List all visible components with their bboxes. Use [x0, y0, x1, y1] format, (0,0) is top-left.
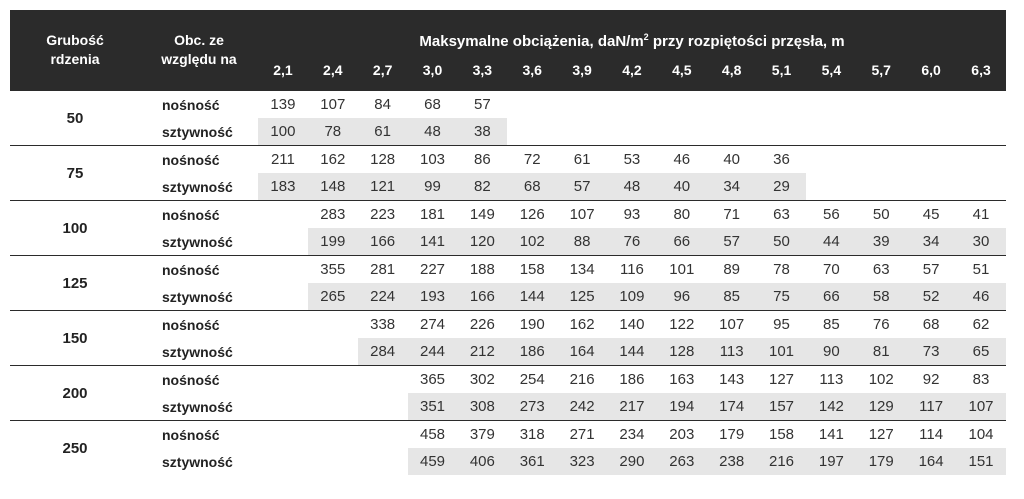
- value-cell: 281: [358, 256, 408, 284]
- value-cell: 114: [906, 421, 956, 449]
- value-cell: 183: [258, 173, 308, 201]
- value-cell: 76: [856, 311, 906, 339]
- span-header-cell: 6,3: [956, 50, 1006, 91]
- value-cell: [607, 118, 657, 146]
- value-cell: 197: [806, 448, 856, 475]
- value-cell: 81: [856, 338, 906, 366]
- value-cell: 227: [408, 256, 458, 284]
- value-cell: 85: [806, 311, 856, 339]
- value-cell: 157: [757, 393, 807, 421]
- value-cell: 38: [457, 118, 507, 146]
- value-cell: 162: [557, 311, 607, 339]
- value-cell: 80: [657, 201, 707, 229]
- value-cell: [358, 421, 408, 449]
- value-cell: 101: [757, 338, 807, 366]
- value-cell: 95: [757, 311, 807, 339]
- core-thickness-cell: 200: [10, 366, 140, 421]
- value-cell: [657, 91, 707, 119]
- core-thickness-cell: 75: [10, 146, 140, 201]
- value-cell: 140: [607, 311, 657, 339]
- span-header-cell: 5,7: [856, 50, 906, 91]
- stiffness-row: [10, 173, 1006, 201]
- value-cell: 355: [308, 256, 358, 284]
- value-cell: 53: [607, 146, 657, 174]
- stiffness-row: [10, 448, 1006, 475]
- value-cell: 134: [557, 256, 607, 284]
- value-cell: [607, 91, 657, 119]
- row-label-stiffness: sztywność: [162, 233, 233, 250]
- value-cell: 72: [507, 146, 557, 174]
- value-cell: [308, 448, 358, 475]
- row-label-stiffness: sztywność: [162, 343, 233, 360]
- value-cell: 101: [657, 256, 707, 284]
- value-cell: 66: [806, 283, 856, 311]
- value-cell: [358, 366, 408, 394]
- value-cell: 318: [507, 421, 557, 449]
- value-cell: 82: [457, 173, 507, 201]
- value-cell: [657, 118, 707, 146]
- value-cell: 458: [408, 421, 458, 449]
- value-cell: 63: [757, 201, 807, 229]
- span-header-cell: 4,8: [707, 50, 757, 91]
- value-cell: [856, 91, 906, 119]
- value-cell: 107: [308, 91, 358, 119]
- value-cell: [856, 146, 906, 174]
- value-cell: 44: [806, 228, 856, 256]
- load-basis-header: [140, 10, 258, 91]
- span-header-cell: 4,5: [657, 50, 707, 91]
- value-cell: 89: [707, 256, 757, 284]
- core-thickness-cell: 250: [10, 421, 140, 476]
- value-cell: 30: [956, 228, 1006, 256]
- value-cell: 93: [607, 201, 657, 229]
- span-header-cell: 2,4: [308, 50, 358, 91]
- title-rest: przy rozpiętości przęsła, m: [648, 33, 845, 50]
- value-cell: 283: [308, 201, 358, 229]
- value-cell: [557, 91, 607, 119]
- core-thickness-cell: 50: [10, 91, 140, 146]
- value-cell: 113: [707, 338, 757, 366]
- value-cell: 78: [757, 256, 807, 284]
- value-cell: 164: [906, 448, 956, 475]
- value-cell: 127: [757, 366, 807, 394]
- value-cell: 126: [507, 201, 557, 229]
- value-cell: 39: [856, 228, 906, 256]
- value-cell: 273: [507, 393, 557, 421]
- span-group-title: [258, 10, 1006, 50]
- value-cell: 144: [607, 338, 657, 366]
- value-cell: 216: [557, 366, 607, 394]
- value-cell: 308: [457, 393, 507, 421]
- value-cell: 120: [457, 228, 507, 256]
- value-cell: 142: [806, 393, 856, 421]
- value-cell: 90: [806, 338, 856, 366]
- span-header-cell: 5,1: [757, 50, 807, 91]
- table-header: [10, 10, 1006, 91]
- value-cell: 40: [657, 173, 707, 201]
- value-cell: [258, 421, 308, 449]
- value-cell: 29: [757, 173, 807, 201]
- value-cell: [856, 118, 906, 146]
- value-cell: 166: [457, 283, 507, 311]
- value-cell: [757, 118, 807, 146]
- value-cell: 181: [408, 201, 458, 229]
- value-cell: 70: [806, 256, 856, 284]
- value-cell: 41: [956, 201, 1006, 229]
- value-cell: [258, 366, 308, 394]
- row-label-stiffness: sztywność: [162, 178, 233, 195]
- value-cell: [258, 448, 308, 475]
- row-label-load: nośność: [140, 366, 258, 394]
- value-cell: [906, 118, 956, 146]
- row-label-stiffness: sztywność: [162, 453, 233, 470]
- value-cell: 216: [757, 448, 807, 475]
- value-cell: 302: [457, 366, 507, 394]
- value-cell: 34: [906, 228, 956, 256]
- value-cell: 86: [457, 146, 507, 174]
- value-cell: 144: [507, 283, 557, 311]
- value-cell: 179: [856, 448, 906, 475]
- span-header-cell: 4,2: [607, 50, 657, 91]
- value-cell: 48: [607, 173, 657, 201]
- value-cell: [856, 173, 906, 201]
- value-cell: [507, 91, 557, 119]
- value-cell: 68: [408, 91, 458, 119]
- value-cell: 284: [358, 338, 408, 366]
- value-cell: 103: [408, 146, 458, 174]
- value-cell: 139: [258, 91, 308, 119]
- value-cell: [806, 91, 856, 119]
- value-cell: 166: [358, 228, 408, 256]
- value-cell: 48: [408, 118, 458, 146]
- value-cell: 217: [607, 393, 657, 421]
- value-cell: 75: [757, 283, 807, 311]
- value-cell: 158: [507, 256, 557, 284]
- core-thickness-cell: 125: [10, 256, 140, 311]
- value-cell: 163: [657, 366, 707, 394]
- value-cell: 57: [457, 91, 507, 119]
- value-cell: 104: [956, 421, 1006, 449]
- value-cell: 50: [757, 228, 807, 256]
- row-label-load: nośność: [140, 311, 258, 339]
- value-cell: 226: [457, 311, 507, 339]
- value-cell: 148: [308, 173, 358, 201]
- value-cell: [258, 393, 308, 421]
- value-cell: [308, 421, 358, 449]
- value-cell: 40: [707, 146, 757, 174]
- value-cell: [308, 311, 358, 339]
- value-cell: 265: [308, 283, 358, 311]
- stiffness-row: [10, 228, 1006, 256]
- obc-header-line1: Obc. ze: [174, 32, 224, 48]
- value-cell: [308, 366, 358, 394]
- span-header-cell: 3,3: [457, 50, 507, 91]
- row-label-load: nośność: [140, 146, 258, 174]
- value-cell: 36: [757, 146, 807, 174]
- value-cell: [956, 91, 1006, 119]
- value-cell: 102: [856, 366, 906, 394]
- value-cell: 45: [906, 201, 956, 229]
- span-header-cell: 6,0: [906, 50, 956, 91]
- value-cell: 125: [557, 283, 607, 311]
- value-cell: 57: [707, 228, 757, 256]
- value-cell: 107: [557, 201, 607, 229]
- value-cell: [707, 91, 757, 119]
- value-cell: 188: [457, 256, 507, 284]
- value-cell: 107: [707, 311, 757, 339]
- value-cell: 238: [707, 448, 757, 475]
- value-cell: 203: [657, 421, 707, 449]
- load-capacity-row: [10, 311, 1006, 339]
- value-cell: 65: [956, 338, 1006, 366]
- value-cell: [358, 393, 408, 421]
- row-label-load: nośność: [140, 201, 258, 229]
- value-cell: 117: [906, 393, 956, 421]
- value-cell: [358, 448, 408, 475]
- value-cell: 193: [408, 283, 458, 311]
- value-cell: [906, 173, 956, 201]
- span-header-cell: 3,6: [507, 50, 557, 91]
- stiffness-row: [10, 118, 1006, 146]
- core-header-line1: Grubość: [46, 32, 104, 48]
- row-label-stiffness: sztywność: [162, 398, 233, 415]
- value-cell: 323: [557, 448, 607, 475]
- value-cell: 56: [806, 201, 856, 229]
- span-header-cell: 3,9: [557, 50, 607, 91]
- value-cell: 57: [906, 256, 956, 284]
- value-cell: [258, 338, 308, 366]
- value-cell: [906, 146, 956, 174]
- value-cell: 199: [308, 228, 358, 256]
- value-cell: 211: [258, 146, 308, 174]
- value-cell: 61: [557, 146, 607, 174]
- value-cell: 212: [457, 338, 507, 366]
- row-label-load: nośność: [140, 421, 258, 449]
- load-capacity-row: [10, 91, 1006, 119]
- value-cell: 141: [806, 421, 856, 449]
- value-cell: 84: [358, 91, 408, 119]
- core-thickness-cell: 100: [10, 201, 140, 256]
- value-cell: [258, 256, 308, 284]
- value-cell: [258, 311, 308, 339]
- value-cell: 63: [856, 256, 906, 284]
- value-cell: [757, 91, 807, 119]
- value-cell: 50: [856, 201, 906, 229]
- value-cell: 129: [856, 393, 906, 421]
- obc-header-line2: względu na: [161, 51, 237, 67]
- value-cell: 46: [956, 283, 1006, 311]
- value-cell: 164: [557, 338, 607, 366]
- value-cell: [308, 338, 358, 366]
- value-cell: 85: [707, 283, 757, 311]
- value-cell: 58: [856, 283, 906, 311]
- value-cell: 122: [657, 311, 707, 339]
- value-cell: 88: [557, 228, 607, 256]
- value-cell: 92: [906, 366, 956, 394]
- value-cell: [258, 228, 308, 256]
- table-body: [10, 91, 1006, 476]
- value-cell: 61: [358, 118, 408, 146]
- value-cell: 66: [657, 228, 707, 256]
- value-cell: 128: [657, 338, 707, 366]
- value-cell: 254: [507, 366, 557, 394]
- value-cell: 100: [258, 118, 308, 146]
- row-label-stiffness: sztywność: [162, 123, 233, 140]
- value-cell: 274: [408, 311, 458, 339]
- value-cell: 149: [457, 201, 507, 229]
- stiffness-row: [10, 283, 1006, 311]
- core-header-line2: rdzenia: [50, 51, 100, 67]
- row-label-load: nośność: [140, 91, 258, 119]
- value-cell: 338: [358, 311, 408, 339]
- value-cell: 143: [707, 366, 757, 394]
- title-superscript: 2: [643, 32, 649, 42]
- load-capacity-row: [10, 201, 1006, 229]
- value-cell: [258, 283, 308, 311]
- span-header-cell: 2,7: [358, 50, 408, 91]
- span-header-cell: 2,1: [258, 50, 308, 91]
- value-cell: 121: [358, 173, 408, 201]
- title-main: Maksymalne obciążenia, daN/m: [419, 33, 644, 50]
- load-capacity-row: [10, 421, 1006, 449]
- value-cell: 271: [557, 421, 607, 449]
- row-label-load: nośność: [140, 256, 258, 284]
- value-cell: 141: [408, 228, 458, 256]
- value-cell: 68: [906, 311, 956, 339]
- value-cell: 83: [956, 366, 1006, 394]
- value-cell: 351: [408, 393, 458, 421]
- value-cell: 158: [757, 421, 807, 449]
- value-cell: 109: [607, 283, 657, 311]
- value-cell: 52: [906, 283, 956, 311]
- value-cell: 34: [707, 173, 757, 201]
- span-header-cell: 5,4: [806, 50, 856, 91]
- stiffness-row: [10, 393, 1006, 421]
- core-thickness-cell: 150: [10, 311, 140, 366]
- value-cell: 76: [607, 228, 657, 256]
- value-cell: [557, 118, 607, 146]
- core-thickness-header: [10, 10, 140, 91]
- value-cell: [906, 91, 956, 119]
- value-cell: 194: [657, 393, 707, 421]
- value-cell: [308, 393, 358, 421]
- value-cell: 51: [956, 256, 1006, 284]
- value-cell: 46: [657, 146, 707, 174]
- value-cell: [806, 173, 856, 201]
- load-capacity-row: [10, 256, 1006, 284]
- value-cell: 290: [607, 448, 657, 475]
- value-cell: 179: [707, 421, 757, 449]
- span-header-cell: 3,0: [408, 50, 458, 91]
- value-cell: 62: [956, 311, 1006, 339]
- value-cell: 162: [308, 146, 358, 174]
- value-cell: 102: [507, 228, 557, 256]
- value-cell: 127: [856, 421, 906, 449]
- load-table-container: [10, 10, 1006, 475]
- value-cell: 361: [507, 448, 557, 475]
- value-cell: [258, 201, 308, 229]
- load-capacity-row: [10, 146, 1006, 174]
- value-cell: [956, 118, 1006, 146]
- value-cell: 186: [607, 366, 657, 394]
- value-cell: [507, 118, 557, 146]
- value-cell: 190: [507, 311, 557, 339]
- stiffness-row: [10, 338, 1006, 366]
- value-cell: 186: [507, 338, 557, 366]
- value-cell: 223: [358, 201, 408, 229]
- value-cell: 71: [707, 201, 757, 229]
- value-cell: 128: [358, 146, 408, 174]
- load-capacity-row: [10, 366, 1006, 394]
- value-cell: 57: [557, 173, 607, 201]
- value-cell: 96: [657, 283, 707, 311]
- value-cell: 234: [607, 421, 657, 449]
- value-cell: 73: [906, 338, 956, 366]
- value-cell: 116: [607, 256, 657, 284]
- value-cell: [956, 173, 1006, 201]
- value-cell: 113: [806, 366, 856, 394]
- value-cell: 224: [358, 283, 408, 311]
- row-label-stiffness: sztywność: [162, 288, 233, 305]
- value-cell: [806, 118, 856, 146]
- value-cell: 78: [308, 118, 358, 146]
- value-cell: 459: [408, 448, 458, 475]
- value-cell: [806, 146, 856, 174]
- value-cell: 365: [408, 366, 458, 394]
- value-cell: 244: [408, 338, 458, 366]
- value-cell: 263: [657, 448, 707, 475]
- value-cell: 151: [956, 448, 1006, 475]
- value-cell: 107: [956, 393, 1006, 421]
- value-cell: 406: [457, 448, 507, 475]
- value-cell: [956, 146, 1006, 174]
- max-load-table: [10, 10, 1006, 475]
- value-cell: [707, 118, 757, 146]
- value-cell: 174: [707, 393, 757, 421]
- value-cell: 68: [507, 173, 557, 201]
- value-cell: 379: [457, 421, 507, 449]
- value-cell: 242: [557, 393, 607, 421]
- value-cell: 99: [408, 173, 458, 201]
